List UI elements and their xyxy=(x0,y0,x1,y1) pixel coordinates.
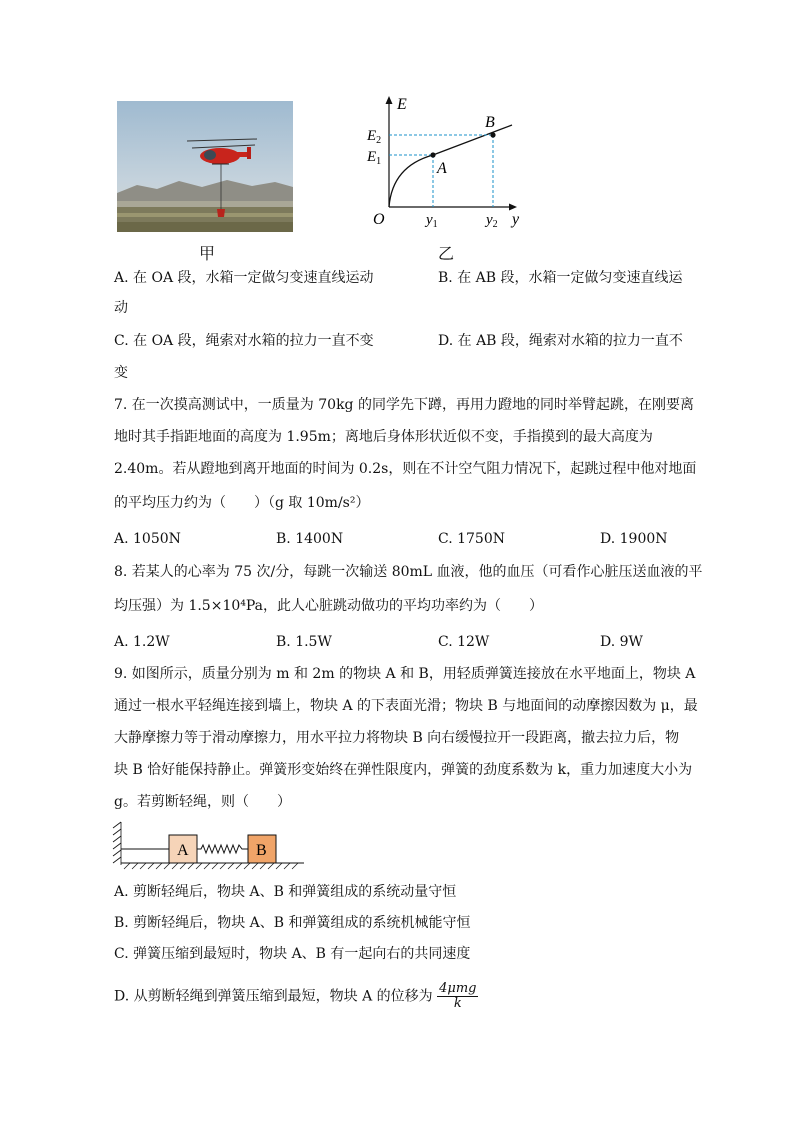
helicopter-photo xyxy=(117,101,293,232)
graph-y-arrow xyxy=(386,96,393,104)
graph-caption: 乙 xyxy=(438,244,455,263)
q9-option-c: C. 弹簧压缩到最短时，物块 A、B 有一起向右的共同速度 xyxy=(114,946,471,962)
q7-stem-line3: 2.40m。若从蹬地到离开地面的时间为 0.2s，则在不计空气阻力情况下，起跳过程中他对地面 xyxy=(114,461,697,477)
tick-e2-label: $E_2$ xyxy=(367,128,382,146)
q8-option-d: D. 9W xyxy=(600,634,643,650)
q9-stem-line3: 大静摩擦力等于滑动摩擦力，用水平拉力将物块 B 向右缓慢拉开一段距离，撤去拉力后，物 xyxy=(114,730,680,746)
q6-option-b: B. 在 AB 段，水箱一定做匀变速直线运 xyxy=(438,270,683,286)
q7-stem-line4: 的平均压力约为（ ）（g 取 10m/s²） xyxy=(114,495,370,511)
displacement-fraction xyxy=(437,982,478,1011)
point-b-marker xyxy=(490,132,495,137)
energy-height-graph xyxy=(360,90,540,235)
graph-curve-oa xyxy=(389,155,433,207)
q9-option-d-text: D. 从剪断轻绳到弹簧压缩到最短，物块 A 的位移为 xyxy=(114,988,433,1005)
graph-x-arrow xyxy=(509,204,517,211)
q6-option-b-continued: 动 xyxy=(114,300,128,316)
q8-option-b: B. 1.5W xyxy=(276,634,332,650)
helicopter-photo-image xyxy=(117,101,293,232)
axis-e-label: E xyxy=(397,96,407,113)
q7-stem-line1: 7. 在一次摸高测试中，一质量为 70kg 的同学先下蹲，再用力蹬地的同时举臂起跳，在刚要离 xyxy=(114,397,694,413)
point-a-label: A xyxy=(437,160,447,177)
origin-label: O xyxy=(373,211,385,228)
q6-option-d: D. 在 AB 段，绳索对水箱的拉力一直不 xyxy=(438,333,683,349)
q9-stem-line1: 9. 如图所示，质量分别为 m 和 2m 的物块 A 和 B，用轻质弹簧连接放在水平地面上，物块 A xyxy=(114,666,696,682)
q7-option-c: C. 1750N xyxy=(438,531,505,547)
q7-option-d: D. 1900N xyxy=(600,531,668,547)
q9-stem-line5: g。若剪断轻绳，则（ ） xyxy=(114,794,291,810)
q6-option-a: A. 在 OA 段，水箱一定做匀变速直线运动 xyxy=(114,270,374,286)
fraction-numerator: 4μmg xyxy=(439,981,477,996)
fraction-denominator: k xyxy=(453,996,462,1011)
point-b-label: B xyxy=(485,114,495,131)
q8-option-c: C. 12W xyxy=(438,634,490,650)
graph-line-ab xyxy=(433,125,512,155)
point-a-marker xyxy=(430,152,435,157)
q8-option-a: A. 1.2W xyxy=(114,634,170,650)
wall-hatching xyxy=(113,822,121,865)
q7-stem-line2: 地时其手指距地面的高度为 1.95m；离地后身体形状近似不变，手指摸到的最大高度为 xyxy=(114,429,653,445)
photo-caption: 甲 xyxy=(199,244,216,263)
spring-blocks-diagram xyxy=(112,818,308,876)
q8-stem-line2: 均压强）为 1.5×10⁴Pa，此人心脏跳动做功的平均功率约为（ ） xyxy=(114,598,544,614)
q7-option-b: B. 1400N xyxy=(276,531,344,547)
block-a-label: A xyxy=(177,842,189,859)
tick-e1-label: $E_1$ xyxy=(367,149,382,167)
ground-hatching xyxy=(124,863,298,869)
axis-y-label: y xyxy=(512,211,520,228)
block-b-label: B xyxy=(256,842,267,859)
q8-stem-line1: 8. 若某人的心率为 75 次/分，每跳一次输送 80mL 血液，他的血压（可看作心脏压送血液的平 xyxy=(114,564,703,580)
tick-y2-label: $y_2$ xyxy=(486,212,498,230)
q9-option-a: A. 剪断轻绳后，物块 A、B 和弹簧组成的系统动量守恒 xyxy=(114,884,457,900)
q9-stem-line2: 通过一根水平轻绳连接到墙上，物块 A 的下表面光滑；物块 B 与地面间的动摩擦因数为 μ，最 xyxy=(114,698,698,714)
q6-option-d-continued: 变 xyxy=(114,365,128,381)
q9-option-d xyxy=(114,982,478,1011)
q7-option-a: A. 1050N xyxy=(114,531,181,547)
q9-stem-line4: 块 B 恰好能保持静止。弹簧形变始终在弹性限度内，弹簧的劲度系数为 k，重力加速度大小为 xyxy=(114,762,693,778)
q9-option-b: B. 剪断轻绳后，物块 A、B 和弹簧组成的系统机械能守恒 xyxy=(114,915,471,931)
tick-y1-label: $y_1$ xyxy=(426,212,438,230)
q6-option-c: C. 在 OA 段，绳索对水箱的拉力一直不变 xyxy=(114,333,374,349)
spring xyxy=(197,845,248,853)
